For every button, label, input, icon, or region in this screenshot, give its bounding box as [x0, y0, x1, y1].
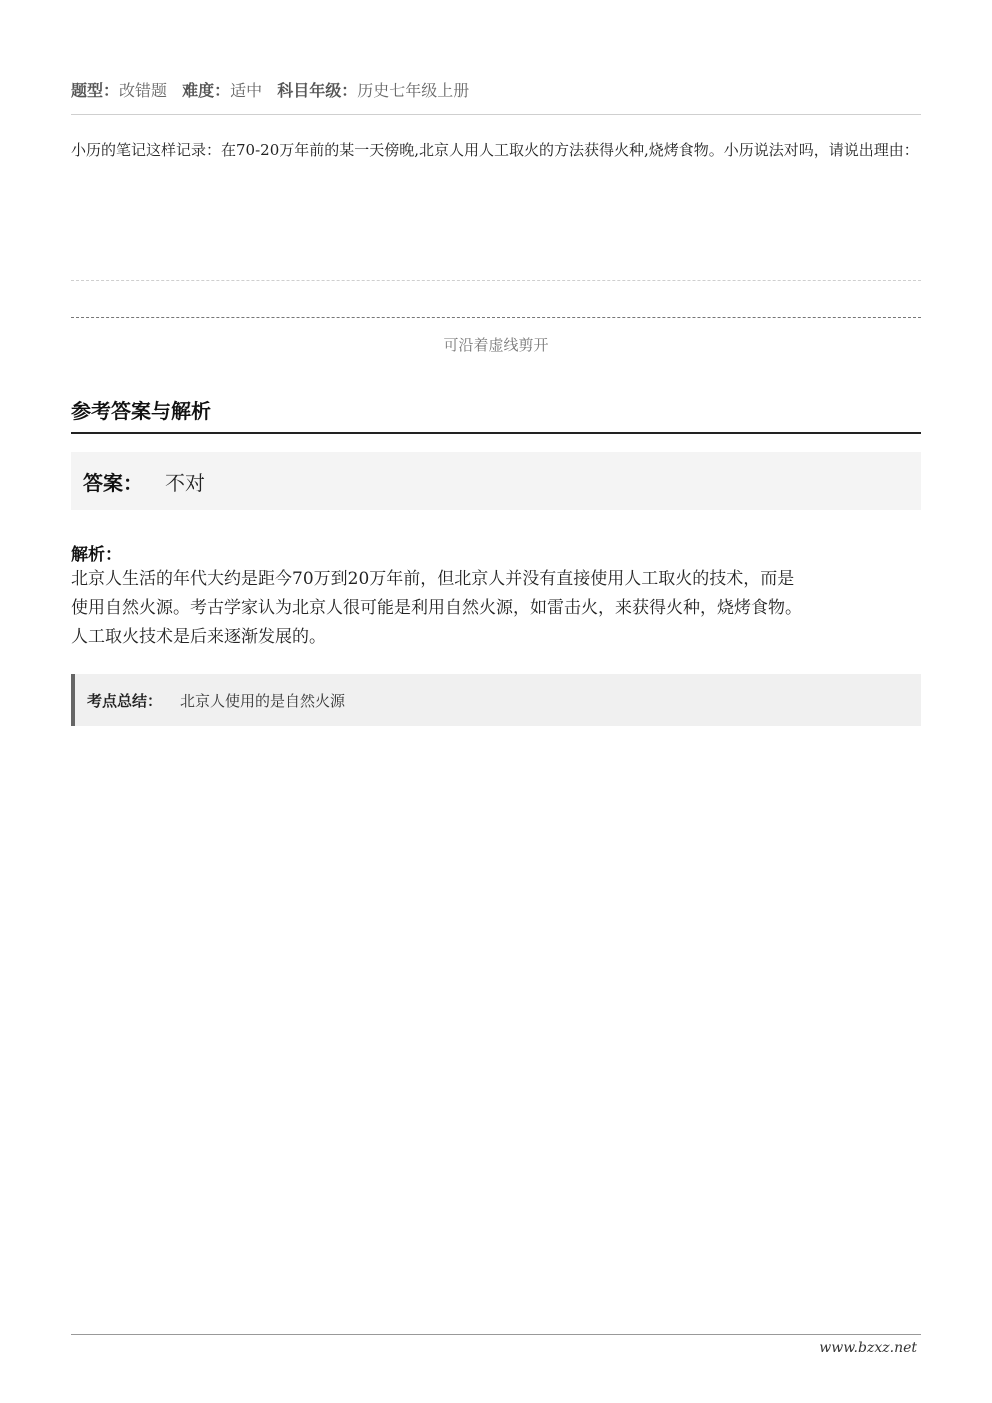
footer-site-link[interactable]: www.bzxz.net: [819, 1340, 917, 1356]
analysis-label: 解析：: [71, 545, 122, 565]
difficulty-label: 难度：: [182, 81, 231, 100]
footer-divider: [71, 1334, 921, 1335]
analysis-line: 人工取火技术是后来逐渐发展的。: [71, 627, 326, 647]
question-meta: [71, 78, 479, 101]
summary-box: [71, 674, 921, 726]
answer-value: 不对: [165, 470, 205, 495]
type-value: 改错题: [119, 81, 168, 100]
answer-space-line: [71, 280, 921, 281]
cut-hint: 可沿着虚线剪开: [443, 336, 549, 354]
summary-value: 北京人使用的是自然火源: [180, 691, 346, 710]
subject-label: 科目年级：: [277, 81, 358, 100]
section-title: 参考答案与解析: [71, 399, 211, 423]
answer-label: 答案：: [83, 470, 143, 495]
difficulty-value: 适中: [230, 81, 263, 100]
analysis-line: 北京人生活的年代大约是距今70万到20万年前，但北京人并没有直接使用人工取火的技术，而是: [71, 569, 795, 589]
cut-line: [71, 317, 921, 318]
meta-divider: [71, 114, 921, 115]
analysis-line: 使用自然火源。考古学家认为北京人很可能是利用自然火源，如雷击火，来获得火种，烧烤食物。: [71, 598, 802, 618]
analysis-text: [71, 565, 921, 652]
type-label: 题型：: [71, 81, 120, 100]
answer-box: [71, 452, 921, 510]
section-divider: [71, 432, 921, 434]
summary-label: 考点总结：: [87, 691, 163, 710]
subject-value: 历史七年级上册: [357, 81, 470, 100]
question-text: 小历的笔记这样记录：在70-20万年前的某一天傍晚,北京人用人工取火的方法获得火种,烧烤食物。小历说法对吗，请说出理由：: [71, 141, 919, 159]
